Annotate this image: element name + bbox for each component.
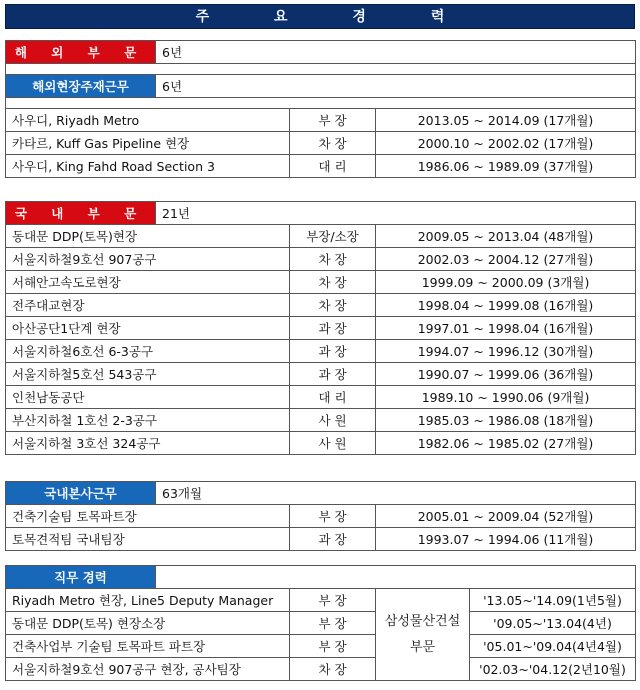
period-cell: '05.01~'09.04(4년4월) [470, 635, 636, 658]
position-cell: 사 원 [290, 432, 376, 455]
period-cell: 2002.03 ~ 2004.12 (27개월) [376, 248, 636, 271]
position-cell: 차 장 [290, 658, 376, 681]
table-row [6, 248, 636, 271]
site-cell: 서울지하철9호선 907공구 [6, 248, 290, 271]
position-cell: 과 장 [290, 340, 376, 363]
hq-header: 국내본사근무 [6, 482, 156, 505]
position-cell: 부장/소장 [290, 225, 376, 248]
site-cell: 건축기술팀 토목파트장 [6, 505, 290, 528]
period-cell: 2013.05 ~ 2014.09 (17개월) [376, 109, 636, 132]
site-cell: 토목견적팀 국내팀장 [6, 528, 290, 551]
position-cell: 부 장 [290, 612, 376, 635]
role-cell: 동대문 DDP(토목) 현장소장 [6, 612, 290, 635]
site-cell: 카타르, Kuff Gas Pipeline 현장 [6, 132, 290, 155]
duty-header: 직무 경력 [6, 566, 156, 589]
site-cell: 인천남동공단 [6, 386, 290, 409]
position-cell: 과 장 [290, 317, 376, 340]
table-row [6, 505, 636, 528]
period-cell: 1998.04 ~ 1999.08 (16개월) [376, 294, 636, 317]
site-cell: 서울지하철 3호선 324공구 [6, 432, 290, 455]
period-cell: 1994.07 ~ 1996.12 (30개월) [376, 340, 636, 363]
site-cell: 서울지하철5호선 543공구 [6, 363, 290, 386]
overseas-section [5, 40, 636, 178]
table-row [6, 155, 636, 178]
table-row [6, 612, 636, 635]
period-cell: 1985.03 ~ 1986.08 (18개월) [376, 409, 636, 432]
period-cell: '09.05~'13.04(4년) [470, 612, 636, 635]
domestic-section [5, 201, 636, 455]
table-row [6, 132, 636, 155]
position-cell: 대 리 [290, 155, 376, 178]
position-cell: 대 리 [290, 386, 376, 409]
company-cell: 삼성물산건설 부문 [376, 589, 470, 681]
table-row [6, 658, 636, 681]
table-row [6, 386, 636, 409]
site-cell: 서울지하철6호선 6-3공구 [6, 340, 290, 363]
role-cell: 건축사업부 기술팀 토목파트 파트장 [6, 635, 290, 658]
position-cell: 사 원 [290, 409, 376, 432]
table-row [6, 432, 636, 455]
table-row [6, 317, 636, 340]
site-cell: 전주대교현장 [6, 294, 290, 317]
period-cell: 1999.09 ~ 2000.09 (3개월) [376, 271, 636, 294]
period-cell: '02.03~'04.12(2년10월) [470, 658, 636, 681]
period-cell: 1990.07 ~ 1999.06 (36개월) [376, 363, 636, 386]
period-cell: '13.05~'14.09(1년5월) [470, 589, 636, 612]
table-row [6, 225, 636, 248]
table-row [6, 528, 636, 551]
site-cell: 부산지하철 1호선 2-3공구 [6, 409, 290, 432]
table-row [6, 635, 636, 658]
overseas-sub-header: 해외현장주재근무 [6, 75, 156, 98]
table-row [6, 409, 636, 432]
page-title: 주 요 경 력 [5, 4, 635, 29]
overseas-sub-years: 6년 [156, 75, 636, 98]
period-cell: 1993.07 ~ 1994.06 (11개월) [376, 528, 636, 551]
period-cell: 1989.10 ~ 1990.06 (9개월) [376, 386, 636, 409]
period-cell: 2009.05 ~ 2013.04 (48개월) [376, 225, 636, 248]
site-cell: 동대문 DDP(토목)현장 [6, 225, 290, 248]
position-cell: 과 장 [290, 363, 376, 386]
site-cell: 사우디, King Fahd Road Section 3 [6, 155, 290, 178]
position-cell: 부 장 [290, 109, 376, 132]
position-cell: 차 장 [290, 271, 376, 294]
domestic-header: 국 내 부 문 [6, 202, 156, 225]
site-cell: 서해안고속도로현장 [6, 271, 290, 294]
period-cell: 1986.06 ~ 1989.09 (37개월) [376, 155, 636, 178]
table-row [6, 294, 636, 317]
role-cell: Riyadh Metro 현장, Line5 Deputy Manager [6, 589, 290, 612]
position-cell: 차 장 [290, 248, 376, 271]
position-cell: 부 장 [290, 505, 376, 528]
hq-section [5, 481, 636, 551]
period-cell: 2005.01 ~ 2009.04 (52개월) [376, 505, 636, 528]
position-cell: 차 장 [290, 294, 376, 317]
table-row [6, 363, 636, 386]
domestic-years: 21년 [156, 202, 636, 225]
table-row [6, 340, 636, 363]
table-row [6, 589, 636, 612]
hq-months: 63개월 [156, 482, 636, 505]
position-cell: 부 장 [290, 589, 376, 612]
duty-section [5, 565, 636, 681]
period-cell: 1997.01 ~ 1998.04 (16개월) [376, 317, 636, 340]
site-cell: 사우디, Riyadh Metro [6, 109, 290, 132]
period-cell: 2000.10 ~ 2002.02 (17개월) [376, 132, 636, 155]
period-cell: 1982.06 ~ 1985.02 (27개월) [376, 432, 636, 455]
overseas-header: 해 외 부 문 [6, 41, 156, 64]
position-cell: 과 장 [290, 528, 376, 551]
overseas-years: 6년 [156, 41, 636, 64]
position-cell: 부 장 [290, 635, 376, 658]
position-cell: 차 장 [290, 132, 376, 155]
role-cell: 서울지하철9호선 907공구 현장, 공사팀장 [6, 658, 290, 681]
site-cell: 아산공단1단계 현장 [6, 317, 290, 340]
table-row [6, 109, 636, 132]
table-row [6, 271, 636, 294]
